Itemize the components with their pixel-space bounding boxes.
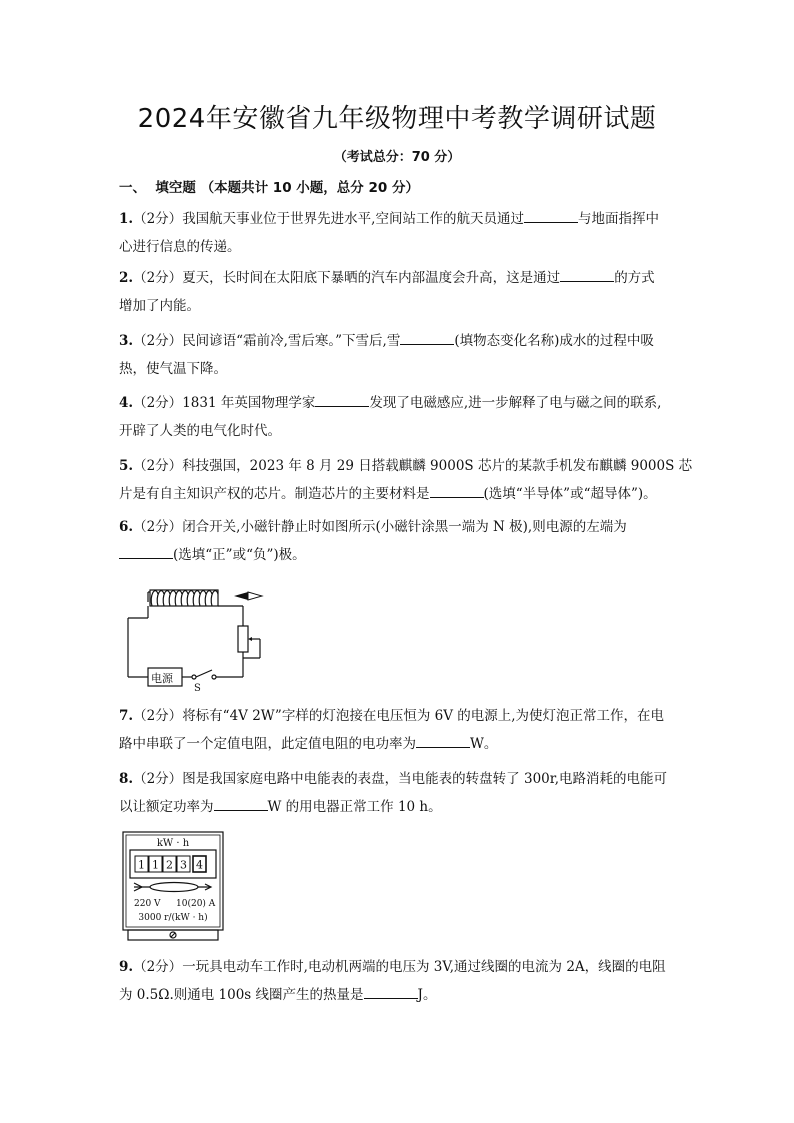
question-text: 民间谚语“霜前冷,雪后寒。”下雪后,雪 [182, 333, 401, 349]
solenoid-coil [151, 591, 218, 606]
question-7 [119, 702, 679, 758]
question-line [119, 480, 679, 508]
meter-current-label: 10(20) A [176, 899, 216, 909]
question-number: 1. [119, 211, 134, 227]
question-score: （2分） [133, 771, 183, 787]
question-line [119, 292, 679, 320]
question-number: 8. [119, 771, 134, 787]
switch-lever [196, 670, 212, 677]
question-score: （2分） [133, 270, 183, 286]
question-line [119, 765, 679, 793]
question-text: 以让额定功率为 [119, 799, 214, 815]
question-line [119, 205, 679, 233]
question-3 [119, 327, 679, 383]
question-score: （2分） [133, 333, 183, 349]
question-score: （2分） [133, 395, 183, 411]
question-text: 路中串联了一个定值电阻，此定值电阻的电功率为 [119, 736, 416, 752]
question-9 [119, 953, 679, 1009]
meter-unit-label: kW · h [156, 838, 190, 849]
question-text: 心进行信息的传递。 [119, 239, 241, 255]
question-text: 闭合开关,小磁针静止时如图所示(小磁针涂黑一端为 N 极),则电源的左端为 [182, 519, 627, 535]
switch-contact [192, 675, 196, 679]
question-text: (选填“半导体”或“超导体”)。 [483, 486, 657, 502]
question-text: 1831 年英国物理学家 [182, 395, 316, 411]
question-text: (填物态变化名称)成水的过程中吸 [454, 333, 654, 349]
meter-digits [135, 856, 206, 872]
meter-digit: 1 [138, 858, 145, 872]
section-heading: 一、 填空题 （本题共计 10 小题，总分 20 分） [119, 180, 419, 196]
meter-disk [150, 883, 198, 892]
slider-arrow [248, 637, 252, 641]
question-2 [119, 264, 679, 320]
question-line [119, 702, 679, 730]
question-score: （2分） [133, 708, 183, 724]
question-score: （2分） [133, 211, 183, 227]
energy-meter-diagram [120, 830, 226, 944]
meter-digit: 4 [196, 858, 203, 872]
switch-contact [212, 675, 216, 679]
question-8 [119, 765, 679, 821]
question-text: 将标有“4V 2W”字样的灯泡接在电压恒为 6V 的电源上,为使灯泡正常工作，在电 [182, 708, 665, 724]
question-line [119, 981, 679, 1009]
question-text: 片是有自主知识产权的芯片。制造芯片的主要材料是 [119, 486, 430, 502]
solenoid-core [150, 590, 218, 606]
question-number: 3. [119, 333, 134, 349]
answer-blank[interactable] [430, 483, 484, 498]
question-score: （2分） [133, 959, 183, 975]
question-score: （2分） [133, 519, 183, 535]
question-text: 图是我国家庭电路中电能表的表盘，当电能表的转盘转了 300r,电路消耗的电能可 [182, 771, 668, 787]
question-line [119, 452, 693, 480]
compass-needle [234, 592, 262, 600]
question-text: 夏天，长时间在太阳底下暴晒的汽车内部温度会升高，这是通过 [182, 270, 561, 286]
question-6 [119, 513, 679, 569]
answer-blank[interactable] [119, 544, 173, 559]
meter-constant-label: 3000 r/(kW · h) [138, 913, 208, 923]
answer-blank[interactable] [560, 267, 614, 282]
question-text: (选填“正”或“负”)极。 [173, 547, 306, 563]
question-5 [119, 452, 693, 508]
question-1 [119, 205, 679, 261]
circuit-diagram [118, 582, 278, 694]
question-line [119, 417, 679, 445]
answer-blank[interactable] [524, 208, 578, 223]
switch-label: S [194, 683, 201, 694]
question-number: 6. [119, 519, 134, 535]
question-text: W。 [470, 736, 498, 752]
question-number: 4. [119, 395, 134, 411]
question-line [119, 730, 679, 758]
question-line [119, 355, 679, 383]
rheostat [238, 626, 248, 652]
question-number: 2. [119, 270, 134, 286]
meter-digit: 3 [180, 858, 187, 872]
meter-voltage-label: 220 V [134, 899, 161, 909]
question-line [119, 513, 679, 541]
question-text: 开辟了人类的电气化时代。 [119, 423, 281, 439]
question-line [119, 793, 679, 821]
question-4 [119, 389, 679, 445]
answer-blank[interactable] [214, 796, 268, 811]
question-text: 与地面指挥中 [577, 211, 659, 227]
power-supply-label: 电源 [151, 672, 173, 685]
question-text: 发现了电磁感应,进一步解释了电与磁之间的联系, [369, 395, 662, 411]
question-line [119, 264, 679, 292]
question-score: （2分） [133, 458, 183, 474]
answer-blank[interactable] [315, 392, 369, 407]
meter-digit: 1 [152, 858, 159, 872]
question-text: 我国航天事业位于世界先进水平,空间站工作的航天员通过 [182, 211, 524, 227]
question-line [119, 233, 679, 261]
question-text: 热，使气温下降。 [119, 361, 227, 377]
question-text: J。 [417, 987, 437, 1003]
question-number: 9. [119, 959, 134, 975]
question-line [119, 389, 679, 417]
answer-blank[interactable] [416, 733, 470, 748]
exam-title: 2024年安徽省九年级物理中考教学调研试题 [137, 104, 657, 134]
answer-blank[interactable] [400, 330, 454, 345]
question-text: 科技强国，2023 年 8 月 29 日搭载麒麟 9000S 芯片的某款手机发布麒麟 9000S 芯 [182, 458, 693, 474]
meter-digit: 2 [166, 858, 173, 872]
question-number: 5. [119, 458, 134, 474]
answer-blank[interactable] [364, 984, 418, 999]
question-text: 的方式 [614, 270, 655, 286]
question-text: W 的用电器正常工作 10 h。 [267, 799, 442, 815]
question-line [119, 953, 679, 981]
question-text: 为 0.5Ω.则通电 100s 线圈产生的热量是 [119, 987, 364, 1003]
question-text: 增加了内能。 [119, 298, 200, 314]
question-text: 一玩具电动车工作时,电动机两端的电压为 3V,通过线圈的电流为 2A，线圈的电阻 [182, 959, 666, 975]
question-line [119, 541, 679, 569]
question-number: 7. [119, 708, 134, 724]
exam-total-score: （考试总分：70 分） [333, 150, 461, 165]
question-line [119, 327, 679, 355]
